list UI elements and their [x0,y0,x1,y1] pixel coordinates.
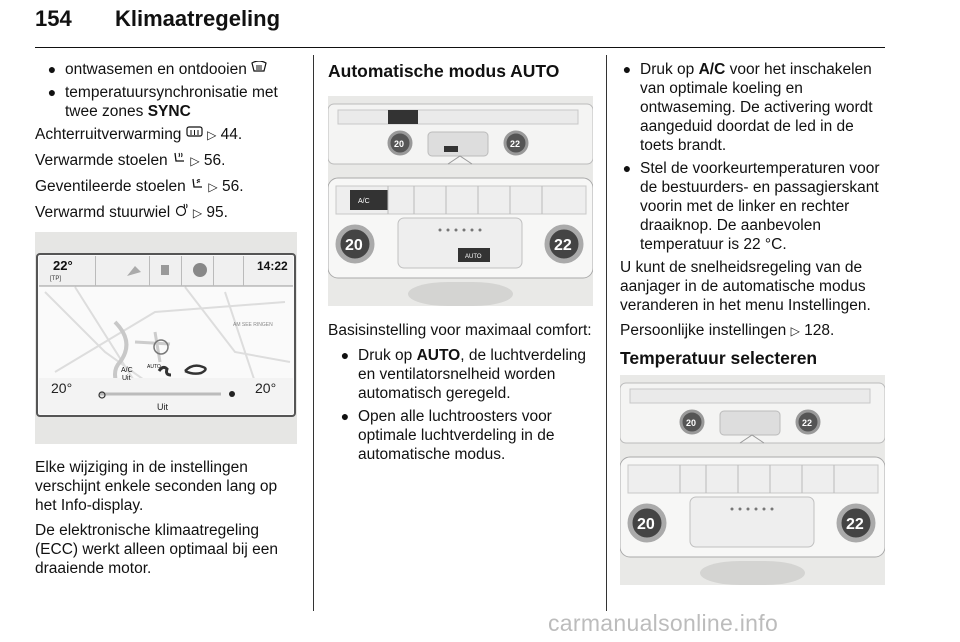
column-divider [606,55,607,611]
column-2-lower [328,321,593,468]
reference-arrow-icon: ▷ [207,128,217,142]
bullet-icon: ● [47,84,57,100]
paragraph: Elke wijziging in de instellingen verschijnt enkele seconden lang op het Info-display. [35,459,278,514]
list-item: ● temperatuursynchronisatie met twee zones SYNC [35,83,297,121]
list-item: ● Druk op AUTO, de luchtverdeling en ventilatorsnelheid worden automatisch geregeld. [328,346,593,403]
small-knob-right-label: 22 [510,139,521,149]
list-item: ● Open alle luchtroosters voor optimale luchtverdeling in de automatische modus. [328,407,593,464]
reference-line: Verwarmd stuurwiel ▷ 95. [35,204,228,221]
heated-steering-wheel-icon [175,203,189,217]
heated-seat-icon [172,151,186,165]
bullet-icon: ● [622,160,632,176]
info-display-image [35,232,297,444]
ac-button-label: A/C [358,198,370,205]
display-map-label: AM SEE RINGEN [233,322,273,328]
chapter-title: Klimaatregeling [115,6,281,31]
reference-line: Verwarmde stoelen ▷ 56. [35,152,226,169]
list-item: ● Stel de voorkeurtemperaturen voor de bestuurders- en passagierskant voorin met de linker en rechter draaiknop. De aanbevolen temperatuur is 22 °C. [620,159,890,254]
rear-window-heating-icon [186,126,203,139]
temperature-panel-image [620,375,885,585]
knob-left-label: 20 [637,516,655,533]
reference-arrow-icon: ▷ [208,180,218,194]
display-clock: 14:22 [257,259,288,273]
column-3 [620,60,890,378]
paragraph: Basisinstelling voor maximaal comfort: [328,322,592,339]
section-heading: Temperatuur selecteren [620,348,818,368]
reference-arrow-icon: ▷ [192,206,203,220]
column-1-lower [35,458,297,584]
reference-line: Geventileerde stoelen ▷ 56. [35,178,244,195]
defrost-icon [251,61,267,74]
display-temp-left: 20° [51,380,73,396]
paragraph: U kunt de snelheidsregeling van de aanjager in de automatische modus veranderen in het menu Instellingen. [620,259,871,314]
column-1 [35,60,297,229]
bullet-icon: ● [340,408,350,424]
knob-left-label: 20 [345,237,363,254]
ventilated-seat-icon [190,177,204,191]
section-heading: Automatische modus AUTO [328,61,560,81]
list-item: ● ontwasemen en ontdooien [35,60,297,79]
auto-button-label: AUTO [465,254,482,260]
reference-line: Achterruitverwarming ▷ 44. [35,126,243,143]
small-knob-left-label: 20 [686,418,697,428]
page-header [35,6,885,48]
bullet-icon: ● [340,347,350,363]
climate-panel-image [328,96,593,306]
knob-right-label: 22 [554,237,572,254]
watermark: carmanualsonline.info [548,610,779,636]
display-ac: A/C [121,367,133,374]
column-2 [328,60,593,91]
knob-right-label: 22 [846,516,864,533]
small-knob-left-label: 20 [394,139,405,149]
list-item: ● Druk op A/C voor het inschakelen van optimale koeling en ontwaseming. De activering wordt aangeduid doordat de led in de toets brandt. [620,60,890,155]
reference-arrow-icon: ▷ [190,154,200,168]
display-tp: [TP] [50,276,62,282]
small-knob-right-label: 22 [802,418,813,428]
display-temp-top: 22° [53,258,73,273]
paragraph: De elektronische klimaatregeling (ECC) werkt alleen optimaal bij een draaiende motor. [35,522,278,577]
display-fan-state: Uit [157,402,168,412]
display-ac-state: Uit [122,375,131,382]
display-auto: AUTO [147,364,161,370]
reference-arrow-icon: ▷ [790,324,800,338]
bullet-icon: ● [47,61,57,77]
reference-line: Persoonlijke instellingen ▷ 128. [620,322,835,339]
column-divider [313,55,314,611]
display-temp-right: 20° [255,380,277,396]
bullet-icon: ● [622,61,632,77]
page-number: 154 [35,6,72,31]
